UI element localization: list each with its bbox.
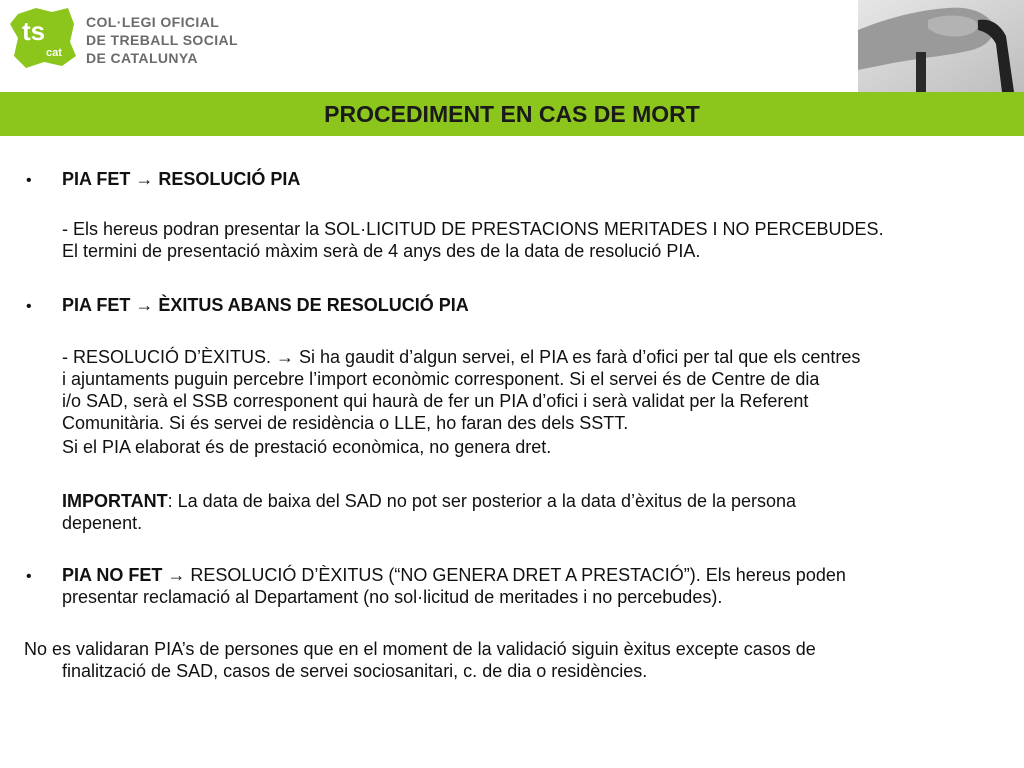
important-line-1 (62, 490, 796, 512)
section-2-line-2: i ajuntaments puguin percebre l’import econòmic corresponent. Si el servei és de Centre de dia (62, 369, 820, 389)
section-1-line-2: El termini de presentació màxim serà de 4 anys des de la data de resolució PIA. (62, 241, 701, 261)
hand-cane-image (858, 0, 1024, 92)
section-3-line-1 (62, 564, 846, 586)
bullet: • (26, 172, 32, 189)
page-title: PROCEDIMENT EN CAS DE MORT (324, 101, 700, 127)
logo-sub: cat (46, 47, 62, 59)
hand-with-cane-photo (858, 0, 1024, 92)
section-3-text: → RESOLUCIÓ D’ÈXITUS (“NO GENERA DRET A PRESTACIÓ”). Els hereus poden (162, 565, 846, 585)
section-2-line-3: i/o SAD, serà el SSB corresponent qui haurà de fer un PIA d’ofici i serà validat per la Referent (62, 391, 809, 411)
section-2-line-4: Comunitària. Si és servei de residència o LLE, ho faran des dels SSTT. (62, 413, 629, 433)
section-3-line-2: presentar reclamació al Departament (no sol·licitud de meritades i no percebudes). (62, 587, 723, 607)
final-line-2: finalització de SAD, casos de servei sociosanitari, c. de dia o residències. (62, 661, 648, 681)
organization-name (86, 13, 238, 67)
important-line-2: depenent. (62, 513, 143, 533)
section-2-line-1: - RESOLUCIÓ D’ÈXITUS. → Si ha gaudit d’algun servei, el PIA es farà d’ofici per tal que els centres (62, 347, 861, 367)
bullet: • (26, 568, 32, 585)
section-1-line-1: - Els hereus podran presentar la SOL·LICITUD DE PRESTACIONS MERITADES I NO PERCEBUDES. (62, 219, 884, 239)
header (0, 0, 1024, 92)
org-line-3: DE CATALUNYA (86, 50, 198, 66)
org-line-2: DE TREBALL SOCIAL (86, 32, 238, 48)
important-text: : La data de baixa del SAD no pot ser posterior a la data d’èxitus de la persona (167, 491, 797, 511)
org-line-1: COL·LEGI OFICIAL (86, 14, 220, 30)
section-1-heading: PIA FET → RESOLUCIÓ PIA (62, 169, 301, 189)
section-2-heading: PIA FET → ÈXITUS ABANS DE RESOLUCIÓ PIA (62, 295, 469, 315)
title-bar (0, 92, 1024, 136)
important-label: IMPORTANT (62, 491, 168, 511)
logo-letters: ts (22, 16, 46, 46)
college-logo-icon (8, 4, 78, 70)
section-2-line-5: Si el PIA elaborat és de prestació econòmica, no genera dret. (62, 437, 552, 457)
bullet: • (26, 298, 32, 315)
section-3-label: PIA NO FET (62, 565, 163, 585)
final-line-1: No es validaran PIA’s de persones que en el moment de la validació siguin èxitus excepte casos de (24, 639, 816, 659)
